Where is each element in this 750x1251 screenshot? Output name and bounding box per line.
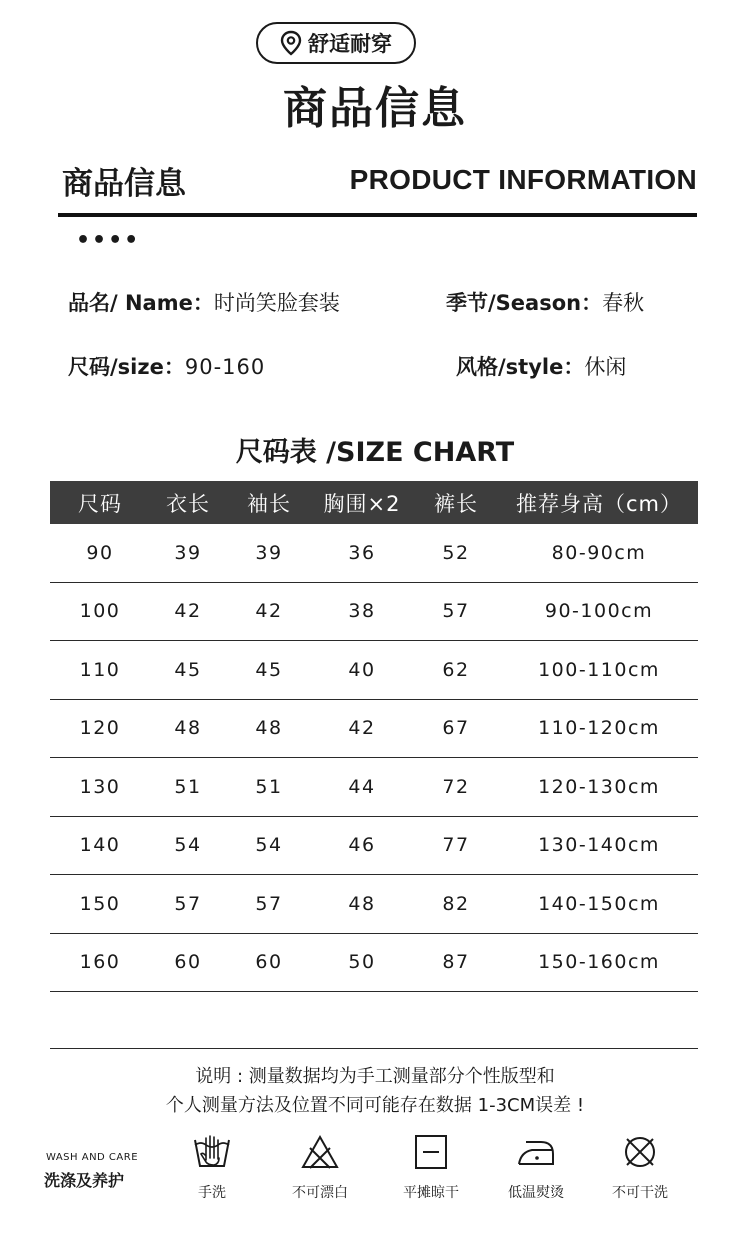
note-line-2: 个人测量方法及位置不同可能存在数据 1-3CM误差 ! [165, 1095, 585, 1116]
care-label: 手洗 [198, 1185, 226, 1201]
table-row [50, 641, 698, 700]
table-row [50, 817, 698, 876]
header-cell: 胸围×2 [323, 491, 401, 516]
care-item-no-dry-clean [585, 1132, 695, 1202]
table-body [50, 524, 698, 992]
care-title-cn: 洗涤及养护 [44, 1171, 125, 1190]
info-style [456, 351, 626, 381]
table-cell: 160 [79, 951, 121, 974]
table-cell: 45 [174, 658, 202, 681]
table-cell: 90 [86, 541, 114, 564]
info-size [68, 351, 265, 381]
table-cell: 48 [348, 892, 376, 915]
comfort-badge [256, 22, 416, 64]
measurement-note [0, 1062, 750, 1120]
info-season-label: 季节/Season： [446, 291, 603, 315]
info-name-label: 品名/ Name： [68, 291, 214, 315]
table-cell: 46 [348, 834, 376, 857]
table-cell: 44 [348, 775, 376, 798]
table-cell: 67 [442, 717, 470, 740]
info-size-label: 尺码/size： [68, 355, 185, 379]
table-cell: 77 [442, 834, 470, 857]
table-cell: 36 [348, 541, 376, 564]
table-cell: 72 [442, 775, 470, 798]
table-cell: 60 [255, 951, 283, 974]
info-name-value: 时尚笑脸套装 [213, 291, 340, 315]
section-title-cn: 商品信息 [62, 166, 186, 202]
care-item-dry-flat [376, 1132, 486, 1202]
table-cell: 60 [174, 951, 202, 974]
table-cell: 52 [442, 541, 470, 564]
page-title: 商品信息 [283, 83, 467, 134]
care-label: 平摊晾干 [403, 1185, 459, 1201]
table-cell: 38 [348, 600, 376, 623]
header-cell: 尺码 [78, 491, 122, 516]
table-cell: 57 [442, 600, 470, 623]
no-dry-clean-icon [620, 1132, 660, 1172]
table-cell: 120 [79, 717, 121, 740]
table-cell: 39 [174, 541, 202, 564]
table-cell: 87 [442, 951, 470, 974]
table-cell: 150-160cm [538, 951, 660, 974]
header-cell: 推荐身高（cm） [515, 491, 682, 516]
table-cell: 140-150cm [538, 892, 660, 915]
table-cell: 42 [255, 600, 283, 623]
section-divider [58, 213, 697, 217]
size-chart-title: 尺码表 /SIZE CHART [235, 437, 515, 468]
table-header [50, 481, 698, 524]
info-season-value: 春秋 [602, 291, 645, 315]
info-season [446, 287, 644, 317]
size-table [50, 481, 698, 1049]
header-cell: 裤长 [434, 491, 478, 516]
table-row-empty [50, 992, 698, 1049]
table-cell: 80-90cm [551, 541, 647, 564]
table-cell: 120-130cm [538, 775, 660, 798]
no-bleach-icon [300, 1132, 340, 1172]
table-cell: 90-100cm [544, 600, 654, 623]
decorative-dots: •••• [76, 228, 141, 253]
location-pin-icon [280, 30, 302, 56]
table-cell: 51 [174, 775, 202, 798]
table-row [50, 524, 698, 583]
table-row [50, 583, 698, 642]
table-cell: 39 [255, 541, 283, 564]
table-cell: 150 [79, 892, 121, 915]
table-cell: 57 [255, 892, 283, 915]
header-cell: 衣长 [166, 491, 210, 516]
table-cell: 42 [174, 600, 202, 623]
care-label: 不可漂白 [292, 1185, 348, 1201]
care-item-hand-wash [157, 1132, 267, 1202]
low-iron-icon [516, 1132, 556, 1172]
care-item-no-bleach [265, 1132, 375, 1202]
table-cell: 42 [348, 717, 376, 740]
info-style-label: 风格/style： [456, 355, 585, 379]
table-cell: 130-140cm [538, 834, 660, 857]
table-row [50, 875, 698, 934]
table-row [50, 934, 698, 993]
table-cell: 54 [174, 834, 202, 857]
table-cell: 62 [442, 658, 470, 681]
table-cell: 48 [255, 717, 283, 740]
table-cell: 54 [255, 834, 283, 857]
badge-text: 舒适耐穿 [308, 32, 392, 56]
info-style-value: 休闲 [584, 355, 627, 379]
info-size-value: 90-160 [184, 355, 266, 379]
table-cell: 130 [79, 775, 121, 798]
table-cell: 82 [442, 892, 470, 915]
table-cell: 100 [79, 600, 121, 623]
care-title-en: WASH AND CARE [46, 1152, 139, 1163]
table-row [50, 758, 698, 817]
table-cell: 110-120cm [538, 717, 660, 740]
dry-flat-icon [411, 1132, 451, 1172]
hand-wash-icon [192, 1132, 232, 1172]
table-cell: 51 [255, 775, 283, 798]
table-cell: 57 [174, 892, 202, 915]
info-name [68, 287, 340, 317]
table-cell: 50 [348, 951, 376, 974]
note-line-1: 说明 : 测量数据均为手工测量部分个性版型和 [195, 1066, 555, 1087]
care-label: 不可干洗 [612, 1185, 668, 1201]
table-cell: 100-110cm [538, 658, 660, 681]
table-cell: 40 [348, 658, 376, 681]
section-title-en: PRODUCT INFORMATION [349, 164, 697, 195]
care-label: 低温熨烫 [508, 1185, 564, 1201]
table-cell: 140 [79, 834, 121, 857]
care-item-low-iron [481, 1132, 591, 1202]
header-cell: 袖长 [247, 491, 291, 516]
table-cell: 45 [255, 658, 283, 681]
table-row [50, 700, 698, 759]
table-cell: 48 [174, 717, 202, 740]
table-cell: 110 [79, 658, 121, 681]
